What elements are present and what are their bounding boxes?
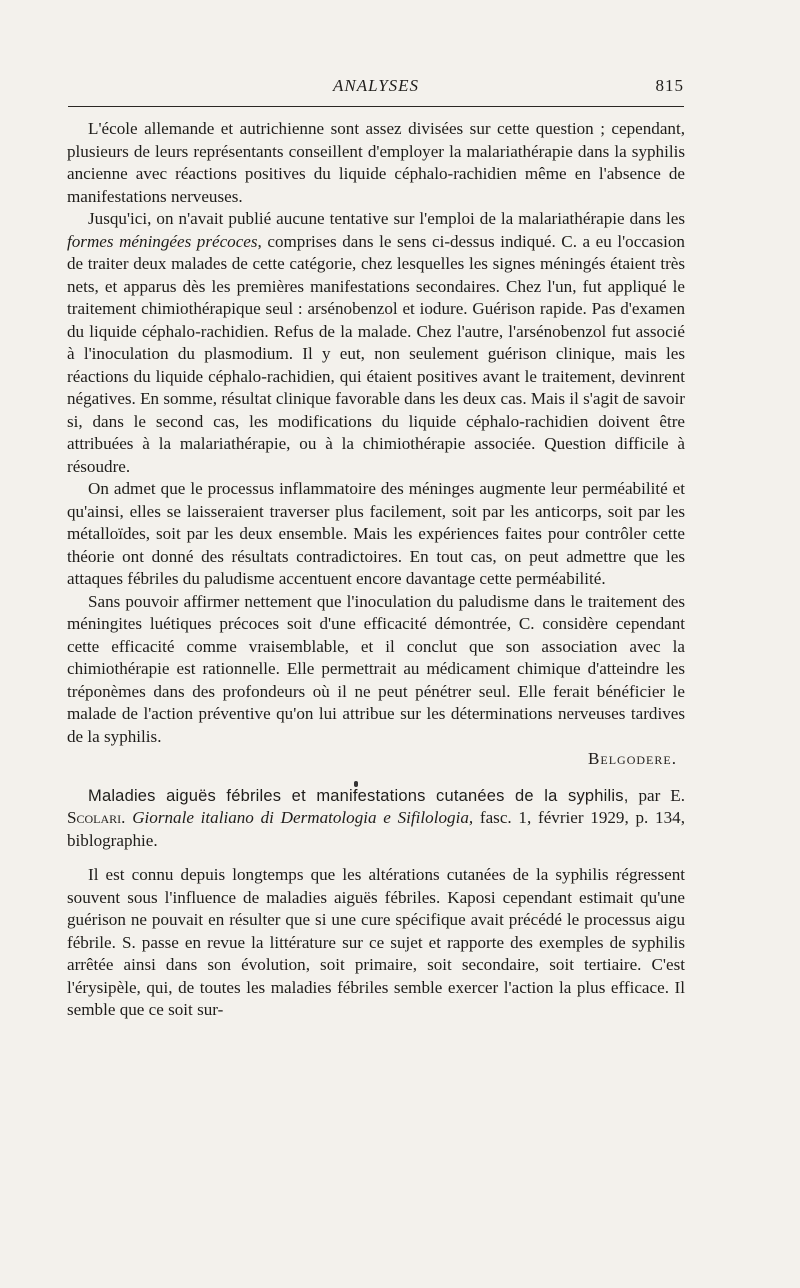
signature: Belgodere.: [588, 749, 677, 768]
paragraph-4: Sans pouvoir affirmer nettement que l'inoculation du paludisme dans le traitement des méningites luétiques précoces soit d'une efficacité démontrée, C. considère cependant cette efficacité comme vraisemblable, et il conclut que son association avec la chimiothérapie est rationnelle. Elle permettrait au médicament chimique d'atteindre les tréponèmes dans des profondeurs où il ne peut pénétrer seul. Elle ferait bénéficier le malade de l'action préventive qu'on lui attribue sur les déterminations nerveuses tardives de la syphilis.: [67, 591, 685, 746]
article-paragraph: Il est connu depuis longtemps que les altérations cutanées de la syphilis régressent souvent sous l'influence de maladies aiguës fébriles. Kaposi cependant estimait qu'une guérison ne pouvait en résulter que si une cure spécifique avait précédé le processus aigu fébrile. S. passe en revue la littérature sur ce sujet et rapporte des exemples de syphilis arrêtée ainsi dans son évolution, soit primaire, soit secondaire, soit tertiaire. C'est l'érysipèle, qui, de toutes les maladies fébriles semble exercer l'action la plus efficace. Il semble que ce soit sur-: [67, 865, 685, 1019]
article-heading: [67, 785, 685, 853]
article-title: Maladies aiguës fébriles et manifestations cutanées de la syphilis,: [88, 786, 629, 805]
separator-mark: [67, 771, 685, 785]
article-details: fasc. 1, février 1929, p. 134, biblographie.: [67, 808, 685, 850]
article-by: par: [638, 785, 661, 805]
paragraph-2-emphasis: formes méningées précoces: [67, 231, 258, 251]
body-text: [67, 118, 685, 1022]
spacer: [67, 852, 685, 864]
page-number: 815: [655, 76, 684, 95]
header-rule: [68, 106, 684, 107]
paragraph-3: On admet que le processus inflammatoire des méninges augmente leur perméabilité et qu'ainsi, elles se laisseraient traverser plus facilement, soit par les anticorps, soit par les métalloïdes, soit par les deux ensemble. Mais les expériences faites pour contrôler cette théorie ont donné des résultats contradictoires. En tout cas, on peut admettre que les attaques fébriles du paludisme accentuent encore davantage cette perméabilité.: [67, 479, 685, 588]
paragraph-2-start: Jusqu'ici, on n'avait publié aucune tentative sur l'emploi de la malariathérapie dans les: [88, 209, 685, 228]
article-journal: Giornale italiano di Dermatologia e Sifilologia,: [132, 808, 474, 827]
paragraph-1: L'école allemande et autrichienne sont assez divisées sur cette question ; cependant, plusieurs de leurs représentants conseillent d'employer la malariathérapie dans la syphilis ancienne avec réactions positives du liquide céphalo-rachidien même en l'absence de manifestations nerveuses.: [67, 119, 685, 206]
running-title: ANALYSES: [332, 76, 420, 95]
paragraph-2: [67, 208, 685, 478]
article-author: E. Scolari.: [67, 785, 686, 827]
page-header: [68, 76, 684, 100]
paragraph-2-end: , comprises dans le sens ci-dessus indiqué. C. a eu l'occasion de traiter deux malades de cette catégorie, chez lesquelles les signes méningés étaient très nets, et apparus dès les premières manifestations secondaires. Chez l'un, fut appliqué le traitement chimiothérapique seul : arsénobenzol et iodure. Guérison rapide. Pas d'examen du liquide céphalo-rachidien. Refus de la malade. Chez l'autre, l'arsénobenzol fut associé à l'inoculation du plasmodium. Il y eut, non seulement guérison clinique, mais les réactions du liquide céphalo-rachidien, qui étaient positives avant le traitement, devinrent négatives. En somme, résultat clinique favorable dans les deux cas. Mais il s'agit de savoir si, dans le second cas, les modifications du liquide céphalo-rachidien doivent être attribuées à la malariathérapie, ou à la chimiothérapie associée. Question difficile à résoudre.: [67, 231, 685, 476]
